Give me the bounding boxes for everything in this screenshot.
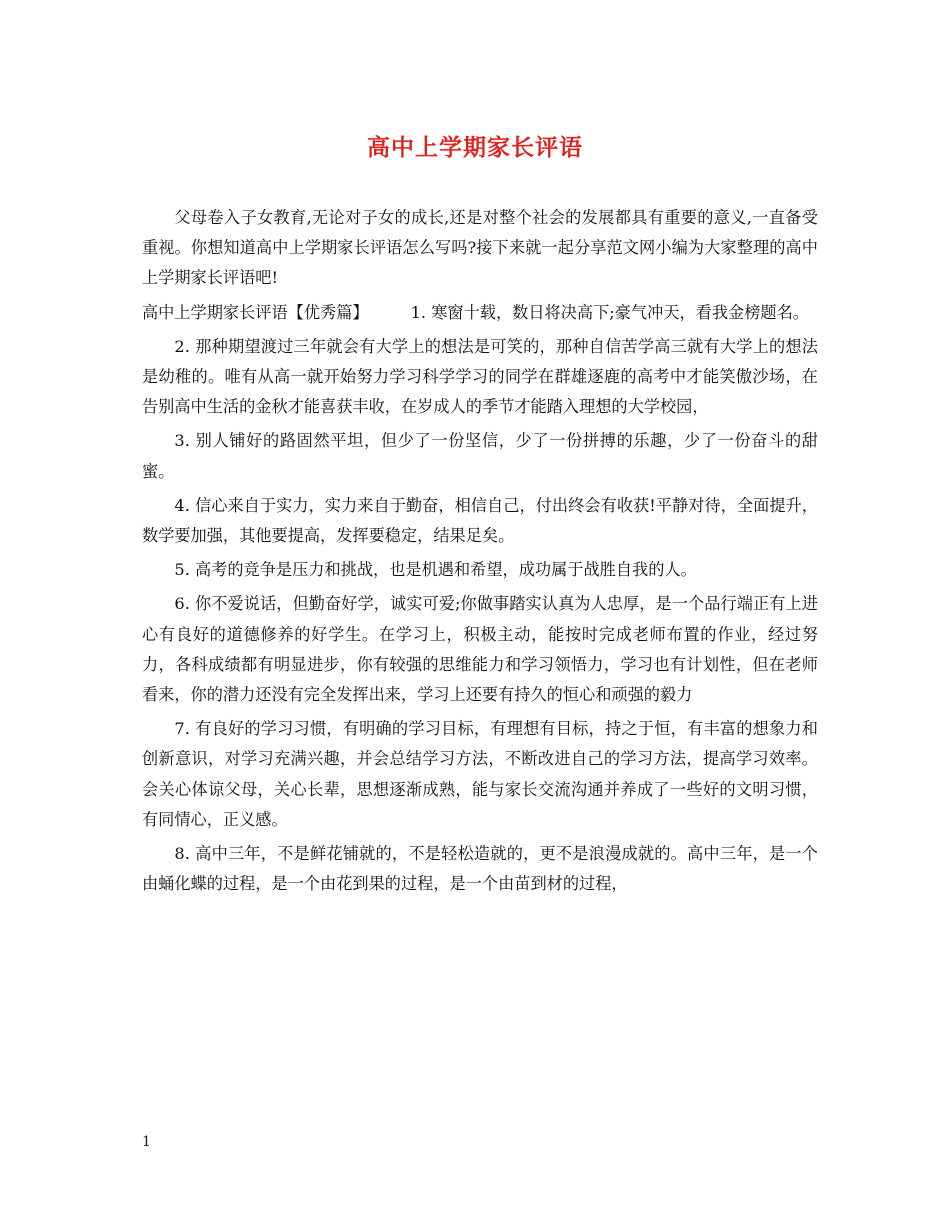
list-item-1: 1. 寒窗十载，数日将决高下;豪气冲天，看我金榜题名。 [410, 302, 809, 322]
list-item-2: 2. 那种期望渡过三年就会有大学上的想法是可笑的，那种自信苦学高三就有大学上的想法是幼稚的。唯有从高一就开始努力学习科学学习的同学在群雄逐鹿的高考中才能笑傲沙场，在告别高中生活的金秋才能喜获丰收，在岁成人的季节才能踏入理想的大学校园， [142, 336, 818, 417]
page-number: 1 [142, 1134, 151, 1150]
list-item-4: 4. 信心来自于实力，实力来自于勤奋，相信自己，付出终会有收获!平静对待，全面提升，数学要加强，其他要提高，发挥要稳定，结果足矣。 [142, 495, 818, 546]
list-item-8: 8. 高中三年，不是鲜花铺就的，不是轻松造就的，更不是浪漫成就的。高中三年，是一个由蛹化蝶的过程，是一个由花到果的过程，是一个由苗到材的过程， [142, 844, 818, 894]
list-item-7: 7. 有良好的学习习惯，有明确的学习目标，有理想有目标，持之于恒，有丰富的想象力和创新意识，对学习充满兴趣，并会总结学习方法，不断改进自己的学习方法，提高学习效率。会关心体谅父母，关心长辈，思想逐渐成熟，能与家长交流沟通并养成了一些好的文明习惯，有同情心，正义感。 [142, 719, 818, 829]
list-item-3: 3. 别人铺好的路固然平坦，但少了一份坚信，少了一份拼搏的乐趣，少了一份奋斗的甜蜜。 [142, 431, 818, 481]
section-paragraph [142, 298, 818, 328]
section-heading: 高中上学期家长评语【优秀篇】 [142, 302, 369, 322]
list-item-5: 5. 高考的竞争是压力和挑战，也是机遇和希望，成功属于战胜自我的人。 [174, 560, 697, 580]
document-title: 高中上学期家长评语 [367, 134, 583, 161]
intro-paragraph: 父母卷入子女教育,无论对子女的成长,还是对整个社会的发展都具有重要的意义,一直备受重视。你想知道高中上学期家长评语怎么写吗?接下来就一起分享范文网小编为大家整理的高中上学期家长评语吧! [142, 208, 818, 288]
document-body [142, 203, 818, 899]
list-item-6: 6. 你不爱说话，但勤奋好学，诚实可爱;你做事踏实认真为人忠厚，是一个品行端正有上进心有良好的道德修养的好学生。在学习上，积极主动，能按时完成老师布置的作业，经过努力，各科成绩都有明显进步，你有较强的思维能力和学习领悟力，学习也有计划性，但在老师看来，你的潜力还没有完全发挥出来，学习上还要有持久的恒心和顽强的毅力 [142, 594, 818, 705]
